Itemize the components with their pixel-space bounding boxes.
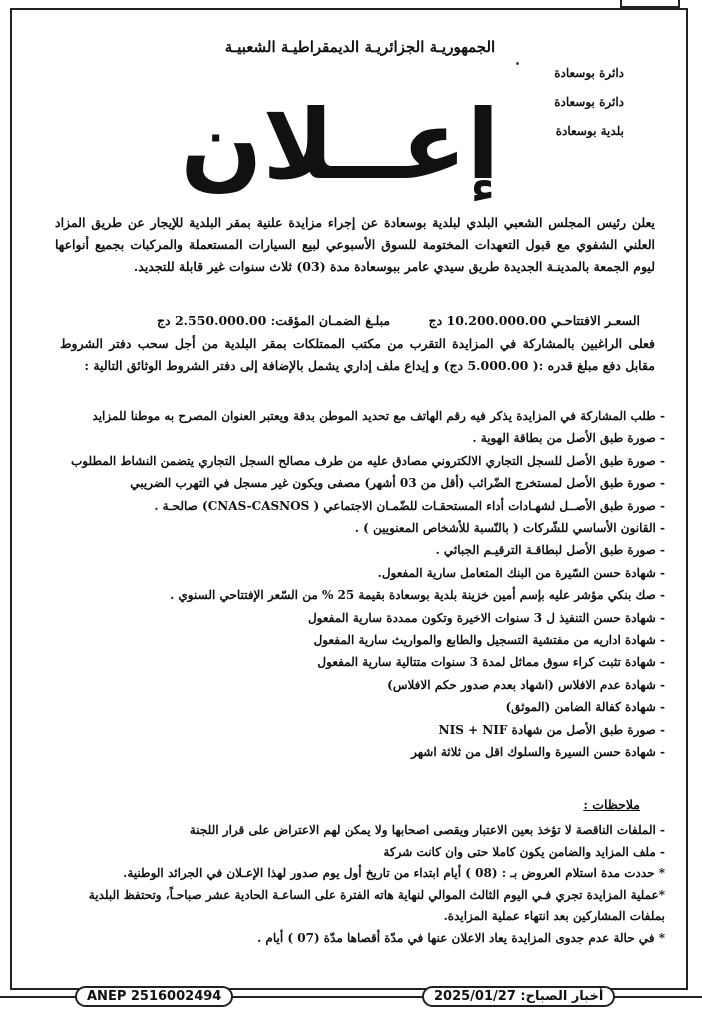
list-item: - صورة طبق الأصل لمستخرج الضّرائب (أقل من 03 أشهر) مصفى ويكون غير مسجل في التهرب الضريبي (130, 476, 665, 491)
opening-price: السعـر الافتتاحـي 10.200.000.00 دج (428, 313, 640, 328)
ink-dot (516, 62, 519, 65)
announcement-title: إعــلان (180, 89, 500, 201)
list-item: - شهادة حسن السّيرة من البنك المتعامل سارية المفعول. (377, 565, 665, 580)
list-item: - شهادة حسن التنفيذ ل 3 سنوات الاخيرة وتكون ممددة سارية المفعول (307, 610, 665, 625)
newspaper-date-badge: أخبار الصباح: 2025/01/27 (422, 986, 615, 1007)
list-item: - صورة طبق الأصل من بطاقة الهوية . (472, 431, 665, 446)
notes-list (50, 820, 665, 949)
list-item: - شهادة حسن السيرة والسلوك اقل من ثلاثة اشهر (411, 745, 665, 760)
list-item: - صك بنكي مؤشر عليه بإسم أمين خزينة بلدية بوسعادة بقيمة 25 % من السّعر الإفتتاحي السنوي . (170, 588, 665, 603)
office-line-1: دائرة بوسعادة (554, 66, 624, 80)
top-frame-tab (620, 0, 680, 8)
list-item: - ملف المزايد والضامن يكون كاملا حتى وان كانت شركة (383, 844, 665, 859)
participation-paragraph: فعلى الراغبين بالمشاركة في المزايدة التقرب من مكتب الممتلكات بمقر البلدية من أجل سحب دفتر الشروط مقابل دفع مبلغ قدره :( 5.000.00 دج) و إيداع ملف إداري يشمل بالإضافة إلى دفتر الشروط الوثائق التالية : (60, 336, 655, 373)
list-item: *عملية المزايدة تجري فـي اليوم الثالث الموالي لنهاية هاته الفترة على الساعـة الحادية عشر صباحـاً، وتحتفظ البلدية بملفات المشاركين بعد انتهاء عملية المزايدة. (88, 887, 665, 923)
guarantee-amount: مبلـغ الضمـان المؤقت: 2.550.000.00 دج (156, 313, 391, 328)
intro-paragraph: يعلن رئيس المجلس الشعبي البلدي لبلدية بوسعادة عن إجراء مزايدة علنية بمقر البلدية للإيجار عن طريق المزاد العلني الشفوي مع قبول التعهدات المختومة للسوق الأسبوعي لبيع السيارات المستعملة والمركبات بجميع أنواعها ليوم الجمعة بالمدينـة الجديدة طريق سيدي عامر ببوسعادة مدة (03) ثلاث سنوات غير قابلة للتجديد. (55, 215, 655, 274)
office-line-2: دائرة بوسعادة (554, 95, 624, 109)
list-item: * حددت مدة استلام العروض بـ : (08 ) أيام ابتداء من تاريخ أول يوم صدور لهذا الإعـلان في الجرائد الوطنية. (123, 866, 665, 880)
list-item: - صورة طبق الأصل للسجل التجاري الالكتروني مصادق عليه من طرف مصالح السجل التجاري يتضمن النشاط المطلوب (70, 453, 665, 468)
office-line-3: بلدية بوسعادة (555, 124, 624, 138)
list-item: - صورة طبق الأصل لبطاقـة الترقيـم الجبائي . (435, 543, 665, 558)
list-item: * في حالة عدم جدوى المزايدة يعاد الاعلان عنها في مدّة أقصاها مدّة (07 ) أيام . (257, 930, 665, 945)
list-item: - صورة طبق الأصــل لشهـادات أداء المستحقـات للضّمـان الاجتماعي ( CNAS-CASNOS) صالحـة . (154, 498, 665, 513)
list-item: - شهادة عدم الافلاس (اشهاد بعدم صدور حكم الافلاس) (387, 677, 665, 692)
requirements-list (50, 405, 665, 764)
anep-code-badge: ANEP 2516002494 (75, 986, 233, 1007)
list-item: - شهادة تثبت كراء سوق مماثل لمدة 3 سنوات متتالية سارية المفعول (317, 655, 665, 670)
list-item: - القانون الأساسي للشّركات ( بالنّسبة للأشخاص المعنويين ) . (354, 521, 665, 536)
list-item: - شهادة اداريه من مفتشية التسجيل والطابع والمواريث سارية المفعول (313, 633, 665, 648)
list-item: - شهادة كفالة الضامن (الموثق) (505, 700, 665, 715)
notes-heading: ملاحظات : (583, 797, 640, 812)
price-line (80, 311, 640, 331)
list-item: - صورة طبق الأصل من شهادة NIS + NIF (438, 722, 665, 737)
list-item: - طلب المشاركة في المزايدة يذكر فيه رقم الهاتف مع تحديد الموطن بدقة ويعتبر العنوان المصرح به موطنا للمزايد (92, 409, 665, 423)
list-item: - الملفات الناقصة لا تؤخذ بعين الاعتبار ويقصى اصحابها ولا يمكن لهم الاعتراض على قرار اللجنة (189, 823, 665, 837)
republic-header: الجمهوريـة الجزائريـة الديمقراطيـة الشعبيـة (224, 38, 496, 56)
